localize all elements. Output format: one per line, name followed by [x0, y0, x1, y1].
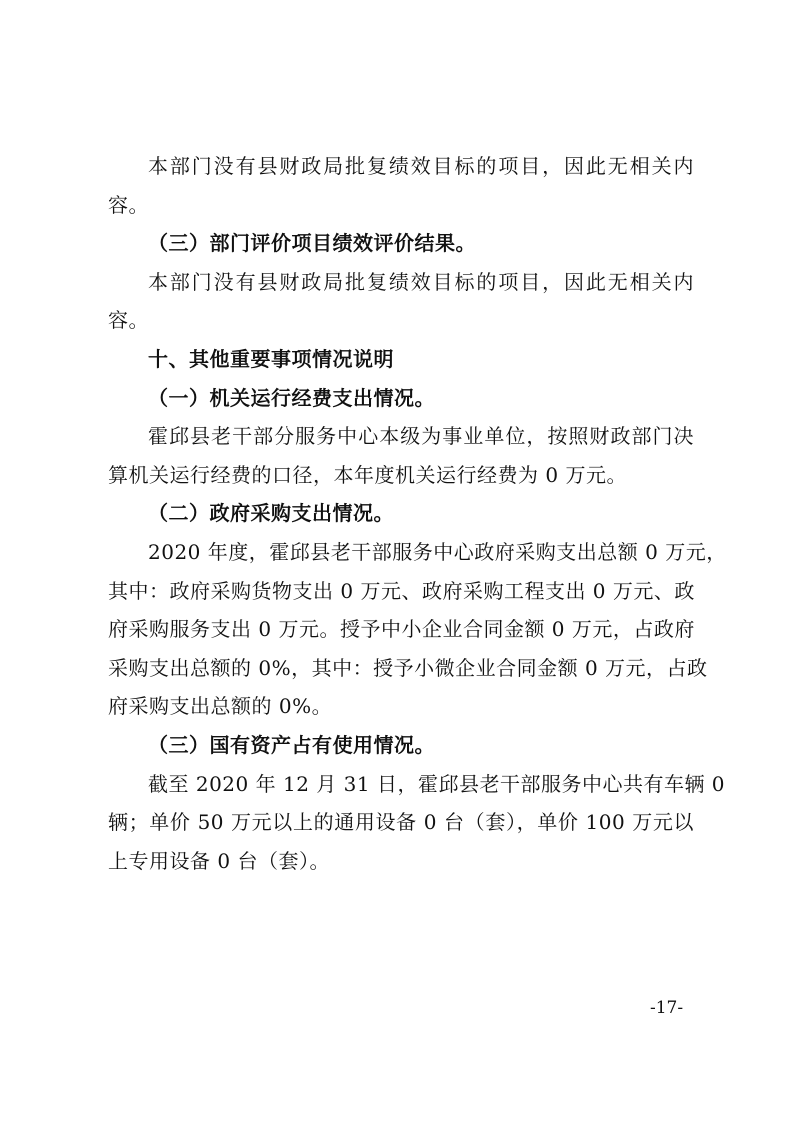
paragraph-line: 截至 2020 年 12 月 31 日，霍邱县老干部服务中心共有车辆 0	[148, 772, 726, 796]
paragraph-line: 上专用设备 0 台（套）。	[108, 849, 330, 873]
section-heading: （一）机关运行经费支出情况。	[148, 386, 435, 410]
section-heading: （二）政府采购支出情况。	[148, 501, 394, 525]
paragraph-line: 2020 年度，霍邱县老干部服务中心政府采购支出总额 0 万元，	[148, 540, 727, 564]
paragraph-line: 辆；单价 50 万元以上的通用设备 0 台（套），单价 100 万元以	[108, 810, 694, 834]
paragraph-line: 算机关运行经费的口径，本年度机关运行经费为 0 万元。	[108, 463, 627, 487]
paragraph-line: 其中：政府采购货物支出 0 万元、政府采购工程支出 0 万元、政	[108, 579, 695, 603]
paragraph-line: 府采购服务支出 0 万元。授予中小企业合同金额 0 万元，占政府	[108, 617, 695, 641]
chapter-heading: 十、其他重要事项情况说明	[148, 347, 394, 371]
paragraph-line: 本部门没有县财政局批复绩效目标的项目，因此无相关内	[148, 270, 694, 294]
paragraph-line: 本部门没有县财政局批复绩效目标的项目，因此无相关内	[148, 154, 694, 178]
section-heading: （三）国有资产占有使用情况。	[148, 733, 435, 757]
paragraph-line: 府采购支出总额的 0%。	[108, 694, 333, 718]
paragraph-line: 容。	[108, 308, 149, 332]
page-number: -17-	[650, 998, 684, 1018]
paragraph-line: 采购支出总额的 0%，其中：授予小微企业合同金额 0 万元，占政	[108, 656, 708, 680]
paragraph-line: 霍邱县老干部分服务中心本级为事业单位，按照财政部门决	[148, 424, 694, 448]
paragraph-line: 容。	[108, 193, 149, 217]
section-heading: （三）部门评价项目绩效评价结果。	[148, 231, 476, 255]
